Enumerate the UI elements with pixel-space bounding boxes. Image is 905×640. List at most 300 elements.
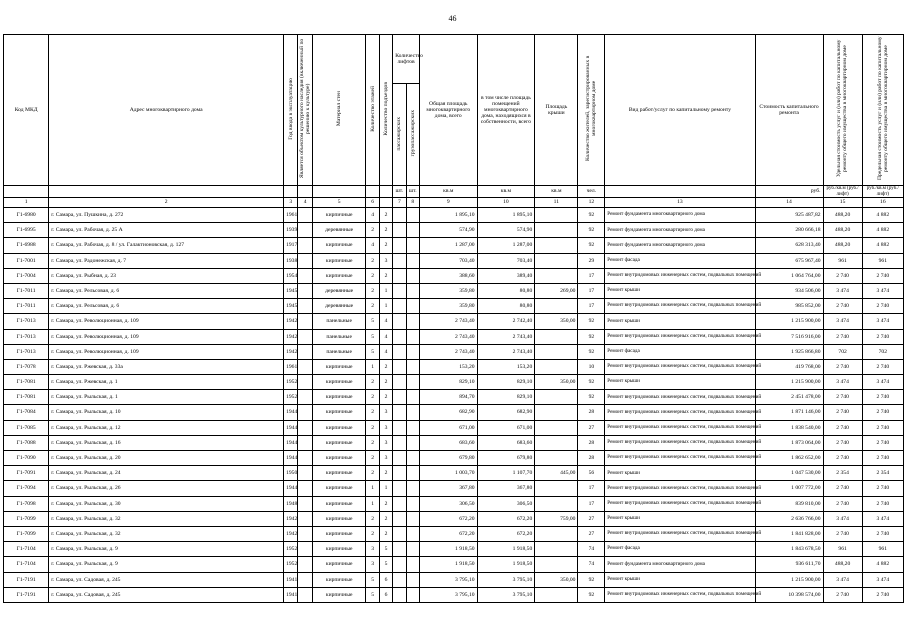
cell-cost: 1 925 866,80 [755, 344, 823, 359]
cell-lifts-pass [393, 451, 406, 466]
cell-owned-area: 3 795,10 [477, 587, 535, 602]
cell-work-type: Ремонт фасада [605, 253, 755, 268]
cell-residents: 92 [578, 208, 605, 223]
col-number: 5 [312, 198, 366, 208]
table-row [4, 542, 904, 557]
cell-roof-area [535, 526, 578, 541]
cell-max-cost: 2 740 [862, 526, 903, 541]
table-row [4, 496, 904, 511]
cell-code: Г1-7088 [4, 435, 49, 450]
cell-code: Г1-7081 [4, 375, 49, 390]
table-row [4, 329, 904, 344]
cell-owned-area: 2 742,40 [477, 314, 535, 329]
cell-year: 1941 [284, 572, 298, 587]
cell-total-area: 574,90 [419, 223, 477, 238]
cell-unit-cost: 2 740 [823, 359, 862, 374]
cell-work-type: Ремонт крыши [605, 375, 755, 390]
cell-entrances: 2 [379, 466, 392, 481]
cell-floors: 4 [366, 208, 379, 223]
cell-residents: 92 [578, 238, 605, 253]
col-unit-cost-header: Удельная стоимость услуг и (или) работ по капитальному ремонту общего имущества в многоквартирном доме [823, 35, 862, 186]
cell-owned-area: 683,60 [477, 435, 535, 450]
cell-owned-area: 80,80 [477, 283, 535, 298]
cell-residents: 28 [578, 405, 605, 420]
cell-code: Г1-7104 [4, 542, 49, 557]
col-total-area-header: Общая площадь многоквартирного дома, всего [419, 35, 477, 186]
cell-code: Г1-6980 [4, 208, 49, 223]
table-row [4, 299, 904, 314]
cell-lifts-pass [393, 420, 406, 435]
cell-lifts-cargo [406, 375, 419, 390]
cell-year: 1939 [284, 223, 298, 238]
cell-lifts-cargo [406, 314, 419, 329]
cell-code: Г1-7091 [4, 466, 49, 481]
cell-unit-cost: 702 [823, 344, 862, 359]
cell-unit-cost: 3 474 [823, 283, 862, 298]
cell-residents: 27 [578, 526, 605, 541]
cell-heritage [298, 451, 312, 466]
cell-heritage [298, 390, 312, 405]
cell-roof-area: 350,00 [535, 375, 578, 390]
cell-floors: 2 [366, 405, 379, 420]
cell-unit-cost: 3 474 [823, 375, 862, 390]
cell-unit-cost: 2 740 [823, 526, 862, 541]
cell-entrances: 3 [379, 405, 392, 420]
cell-unit-cost: 2 740 [823, 435, 862, 450]
cell-floors: 2 [366, 390, 379, 405]
cell-lifts-cargo [406, 238, 419, 253]
table-row [4, 466, 904, 481]
cell-owned-area: 679,80 [477, 451, 535, 466]
cell-entrances: 1 [379, 299, 392, 314]
unit-owned-area: кв.м [477, 186, 535, 198]
cell-cost: 10 398 574,00 [755, 587, 823, 602]
cell-material: кирпичные [312, 238, 366, 253]
cell-residents: 74 [578, 557, 605, 572]
cell-entrances: 2 [379, 208, 392, 223]
cell-work-type: Ремонт фасада [605, 542, 755, 557]
cell-address: г. Самара, ул. Пушкина, д. 272 [49, 208, 284, 223]
cell-unit-cost: 2 740 [823, 420, 862, 435]
cell-lifts-pass [393, 526, 406, 541]
cell-residents: 10 [578, 359, 605, 374]
cell-heritage [298, 496, 312, 511]
cell-max-cost: 2 740 [862, 390, 903, 405]
cell-lifts-cargo [406, 359, 419, 374]
cell-lifts-pass [393, 481, 406, 496]
cell-floors: 2 [366, 526, 379, 541]
cell-residents: 92 [578, 314, 605, 329]
cell-residents: 17 [578, 496, 605, 511]
cell-year: 1938 [284, 253, 298, 268]
cell-code: Г1-6988 [4, 238, 49, 253]
cell-code: Г1-7081 [4, 390, 49, 405]
cell-max-cost: 2 740 [862, 299, 903, 314]
cell-lifts-pass [393, 359, 406, 374]
cell-code: Г1-7004 [4, 268, 49, 283]
cell-material: кирпичные [312, 542, 366, 557]
cell-roof-area [535, 253, 578, 268]
cell-entrances: 2 [379, 359, 392, 374]
cell-max-cost: 4 882 [862, 238, 903, 253]
cell-floors: 2 [366, 268, 379, 283]
cell-entrances: 3 [379, 253, 392, 268]
cell-material: панельные [312, 329, 366, 344]
col-owned-area-header: в том числе площадь помещений многоквартирного дома, находящихся в собственности, всего [477, 35, 535, 186]
cell-lifts-pass [393, 390, 406, 405]
cell-heritage [298, 268, 312, 283]
cell-owned-area: 1 107,70 [477, 466, 535, 481]
cell-floors: 5 [366, 329, 379, 344]
cell-unit-cost: 488,20 [823, 238, 862, 253]
cell-owned-area: 829,10 [477, 375, 535, 390]
cell-lifts-cargo [406, 283, 419, 298]
table-row [4, 587, 904, 602]
cell-entrances: 1 [379, 481, 392, 496]
cell-year: 1942 [284, 344, 298, 359]
cell-heritage [298, 223, 312, 238]
cell-material: кирпичные [312, 557, 366, 572]
cell-address: г. Самара, ул. Революционная, д. 109 [49, 344, 284, 359]
cell-max-cost: 2 740 [862, 329, 903, 344]
cell-owned-area: 3 795,10 [477, 572, 535, 587]
table-row [4, 238, 904, 253]
cell-lifts-pass [393, 238, 406, 253]
cell-floors: 2 [366, 420, 379, 435]
cell-address: г. Самара, ул. Рыльская, д. 24 [49, 466, 284, 481]
cell-owned-area: 671,00 [477, 420, 535, 435]
cell-owned-area: 367,80 [477, 481, 535, 496]
col-number: 3 [284, 198, 298, 208]
cell-work-type: Ремонт внутридомовых инженерных систем, подвальных помещений [605, 526, 755, 541]
cell-heritage [298, 344, 312, 359]
cell-unit-cost: 961 [823, 542, 862, 557]
cell-floors: 2 [366, 283, 379, 298]
cell-roof-area [535, 299, 578, 314]
cell-material: кирпичные [312, 466, 366, 481]
col-number: 11 [535, 198, 578, 208]
cell-material: деревянные [312, 299, 366, 314]
unit-unit-cost: руб./кв.м (руб./лифт) [823, 186, 862, 198]
cell-work-type: Ремонт крыши [605, 466, 755, 481]
table-row [4, 405, 904, 420]
cell-residents: 56 [578, 466, 605, 481]
cell-unit-cost: 488,20 [823, 208, 862, 223]
cell-roof-area [535, 451, 578, 466]
cell-cost: 1 871 146,00 [755, 405, 823, 420]
cell-owned-area: 80,80 [477, 299, 535, 314]
cell-work-type: Ремонт крыши [605, 283, 755, 298]
cell-lifts-cargo [406, 557, 419, 572]
cell-roof-area [535, 405, 578, 420]
cell-code: Г1-7104 [4, 557, 49, 572]
cell-heritage [298, 511, 312, 526]
cell-floors: 2 [366, 466, 379, 481]
cell-entrances: 6 [379, 572, 392, 587]
col-number: 6 [366, 198, 379, 208]
cell-heritage [298, 299, 312, 314]
cell-heritage [298, 572, 312, 587]
cell-year: 1948 [284, 496, 298, 511]
cell-owned-area: 2 743,40 [477, 329, 535, 344]
cell-floors: 1 [366, 359, 379, 374]
cell-residents: 74 [578, 542, 605, 557]
cell-material: панельные [312, 344, 366, 359]
col-max-cost-header: Предельная стоимость услуг и (или) работ по капитальному ремонту общего имущества в многоквартирном доме [862, 35, 903, 186]
cell-roof-area [535, 435, 578, 450]
cell-work-type: Ремонт фундамента многоквартирного дома [605, 223, 755, 238]
cell-owned-area: 574,90 [477, 223, 535, 238]
cell-cost: 7 516 916,00 [755, 329, 823, 344]
cell-work-type: Ремонт фундамента многоквартирного дома [605, 238, 755, 253]
cell-lifts-pass [393, 283, 406, 298]
cell-work-type: Ремонт внутридомовых инженерных систем, подвальных помещений [605, 405, 755, 420]
cell-lifts-cargo [406, 344, 419, 359]
cell-year: 1942 [284, 314, 298, 329]
cell-lifts-cargo [406, 268, 419, 283]
col-number: 7 [393, 198, 406, 208]
cell-floors: 5 [366, 572, 379, 587]
cell-cost: 934 506,00 [755, 283, 823, 298]
col-lifts-header: Количество лифтов [393, 35, 420, 84]
col-material-header: Материал стен [312, 35, 366, 186]
cell-code: Г1-7099 [4, 526, 49, 541]
unit-residents: чел. [578, 186, 605, 198]
cell-heritage [298, 208, 312, 223]
cell-heritage [298, 314, 312, 329]
cell-floors: 2 [366, 253, 379, 268]
cell-unit-cost: 3 474 [823, 314, 862, 329]
cell-year: 1917 [284, 238, 298, 253]
cell-code: Г1-7001 [4, 253, 49, 268]
table-row [4, 511, 904, 526]
cell-owned-area: 389,40 [477, 268, 535, 283]
cell-max-cost: 3 474 [862, 511, 903, 526]
cell-total-area: 703,40 [419, 253, 477, 268]
cell-year: 1952 [284, 390, 298, 405]
table-row [4, 314, 904, 329]
cell-work-type: Ремонт внутридомовых инженерных систем, подвальных помещений [605, 496, 755, 511]
cell-entrances: 2 [379, 511, 392, 526]
cell-unit-cost: 3 474 [823, 511, 862, 526]
cell-total-area: 3 795,10 [419, 572, 477, 587]
cell-roof-area: 350,00 [535, 572, 578, 587]
cell-year: 1952 [284, 542, 298, 557]
cell-address: г. Самара, ул. Революционная, д. 109 [49, 329, 284, 344]
cell-total-area: 1 003,70 [419, 466, 477, 481]
cell-lifts-pass [393, 466, 406, 481]
col-heritage-header: Является объектом культурного наследия (включенный по решению к культуре) [298, 35, 312, 186]
col-cost-header: Стоимость капитального ремонта [755, 35, 823, 186]
cell-year: 1952 [284, 557, 298, 572]
table-row [4, 208, 904, 223]
cell-roof-area [535, 587, 578, 602]
cell-heritage [298, 359, 312, 374]
cell-roof-area [535, 268, 578, 283]
col-number: 9 [419, 198, 477, 208]
col-number: 8 [406, 198, 419, 208]
cell-address: г. Самара, ул. Рыльская, д. 12 [49, 420, 284, 435]
cell-roof-area: 759,00 [535, 511, 578, 526]
cell-entrances: 3 [379, 451, 392, 466]
cell-total-area: 359,80 [419, 283, 477, 298]
cell-code: Г1-6995 [4, 223, 49, 238]
cell-year: 1954 [284, 268, 298, 283]
col-number: 12 [578, 198, 605, 208]
cell-lifts-cargo [406, 405, 419, 420]
cell-unit-cost: 2 740 [823, 329, 862, 344]
cell-year: 1961 [284, 208, 298, 223]
cell-heritage [298, 329, 312, 344]
cell-roof-area [535, 390, 578, 405]
cell-floors: 2 [366, 375, 379, 390]
col-work-type-header: Вид работ/услуг по капитальному ремонту [605, 35, 755, 186]
cell-work-type: Ремонт внутридомовых инженерных систем, подвальных помещений [605, 435, 755, 450]
cell-entrances: 4 [379, 329, 392, 344]
cell-cost: 1 047 530,00 [755, 466, 823, 481]
cell-entrances: 3 [379, 435, 392, 450]
cell-residents: 92 [578, 329, 605, 344]
table-row [4, 526, 904, 541]
cell-address: г. Самара, ул. Радонежская, д. 7 [49, 253, 284, 268]
cell-address: г. Самара, ул. Ржевская, д. 33а [49, 359, 284, 374]
cell-floors: 5 [366, 587, 379, 602]
cell-residents: 28 [578, 451, 605, 466]
cell-cost: 1 215 900,00 [755, 314, 823, 329]
cell-lifts-pass [393, 329, 406, 344]
table-row [4, 359, 904, 374]
cell-lifts-cargo [406, 435, 419, 450]
cell-lifts-pass [393, 314, 406, 329]
cell-address: г. Самара, ул. Садовая, д. 245 [49, 572, 284, 587]
cell-address: г. Самара, ул. Рыльская, д. 30 [49, 496, 284, 511]
cell-year: 1944 [284, 405, 298, 420]
cell-material: кирпичные [312, 420, 366, 435]
cell-floors: 3 [366, 557, 379, 572]
cell-lifts-pass [393, 405, 406, 420]
table-row [4, 557, 904, 572]
cell-total-area: 1 918,50 [419, 557, 477, 572]
cell-cost: 675 967,40 [755, 253, 823, 268]
cell-code: Г1-7085 [4, 420, 49, 435]
col-floors-header: Количество этажей [366, 35, 379, 186]
cell-cost: 1 873 064,00 [755, 435, 823, 450]
cell-total-area: 153,20 [419, 359, 477, 374]
col-entrances-header: Количество подъездов [379, 35, 392, 186]
cell-material: деревянные [312, 283, 366, 298]
cell-max-cost: 961 [862, 542, 903, 557]
cell-code: Г1-7191 [4, 572, 49, 587]
cell-max-cost: 961 [862, 253, 903, 268]
cell-work-type: Ремонт внутридомовых инженерных систем, подвальных помещений [605, 481, 755, 496]
cell-floors: 2 [366, 435, 379, 450]
cell-residents: 92 [578, 587, 605, 602]
cell-unit-cost: 2 740 [823, 405, 862, 420]
cell-heritage [298, 557, 312, 572]
cell-material: кирпичные [312, 390, 366, 405]
table-row [4, 481, 904, 496]
cell-max-cost: 2 740 [862, 481, 903, 496]
cell-residents: 92 [578, 344, 605, 359]
cell-work-type: Ремонт внутридомовых инженерных систем, подвальных помещений [605, 390, 755, 405]
cell-residents: 17 [578, 268, 605, 283]
unit-lifts-cargo: шт. [406, 186, 419, 198]
cell-heritage [298, 375, 312, 390]
table-row [4, 375, 904, 390]
cell-total-area: 2 743,40 [419, 314, 477, 329]
col-number: 2 [49, 198, 284, 208]
cell-entrances: 2 [379, 375, 392, 390]
cell-lifts-pass [393, 572, 406, 587]
cell-material: деревянные [312, 223, 366, 238]
cell-owned-area: 1 918,50 [477, 557, 535, 572]
cell-work-type: Ремонт крыши [605, 314, 755, 329]
col-roof-area-header: Площадь крыши [535, 35, 578, 186]
cell-entrances: 3 [379, 420, 392, 435]
cell-unit-cost: 2 740 [823, 481, 862, 496]
table-row [4, 344, 904, 359]
cell-entrances: 5 [379, 557, 392, 572]
col-address-header: Адрес многоквартирного дома [49, 35, 284, 186]
col-year-header: Год ввода в эксплуатацию [284, 35, 298, 186]
cell-code: Г1-7191 [4, 587, 49, 602]
cell-lifts-pass [393, 299, 406, 314]
cell-heritage [298, 420, 312, 435]
cell-entrances: 2 [379, 238, 392, 253]
cell-lifts-pass [393, 253, 406, 268]
cell-residents: 29 [578, 253, 605, 268]
col-lifts-cargo-header: грузопассажирских [406, 84, 419, 186]
cell-total-area: 1 895,10 [419, 208, 477, 223]
cell-unit-cost: 2 354 [823, 466, 862, 481]
table-row [4, 435, 904, 450]
cell-year: 1944 [284, 435, 298, 450]
table-row [4, 572, 904, 587]
cell-code: Г1-7099 [4, 511, 49, 526]
cell-heritage [298, 435, 312, 450]
cell-work-type: Ремонт фундамента многоквартирного дома [605, 208, 755, 223]
cell-lifts-cargo [406, 451, 419, 466]
table-row [4, 420, 904, 435]
cell-work-type: Ремонт крыши [605, 511, 755, 526]
cell-work-type: Ремонт внутридомовых инженерных систем, подвальных помещений [605, 420, 755, 435]
col-number: 13 [605, 198, 755, 208]
cell-material: кирпичные [312, 496, 366, 511]
cell-residents: 27 [578, 511, 605, 526]
cell-year: 1942 [284, 329, 298, 344]
cell-lifts-cargo [406, 208, 419, 223]
cell-cost: 628 313,40 [755, 238, 823, 253]
col-number: 4 [298, 198, 312, 208]
cell-entrances: 2 [379, 390, 392, 405]
cell-year: 1961 [284, 359, 298, 374]
cell-unit-cost: 2 740 [823, 587, 862, 602]
cell-lifts-cargo [406, 329, 419, 344]
cell-floors: 5 [366, 344, 379, 359]
cell-cost: 985 852,00 [755, 299, 823, 314]
cell-code: Г1-7013 [4, 344, 49, 359]
cell-entrances: 2 [379, 268, 392, 283]
cell-address: г. Самара, ул. Рыльская, д. 1 [49, 390, 284, 405]
cell-unit-cost: 961 [823, 253, 862, 268]
cell-owned-area: 1 287,00 [477, 238, 535, 253]
cell-address: г. Самара, ул. Рабочая, д. 8 / ул. Галактионовская, д. 127 [49, 238, 284, 253]
cell-address: г. Самара, ул. Рыльская, д. 16 [49, 435, 284, 450]
table-row [4, 390, 904, 405]
cell-work-type: Ремонт крыши [605, 572, 755, 587]
cell-entrances: 4 [379, 344, 392, 359]
cell-work-type: Ремонт внутридомовых инженерных систем, подвальных помещений [605, 451, 755, 466]
